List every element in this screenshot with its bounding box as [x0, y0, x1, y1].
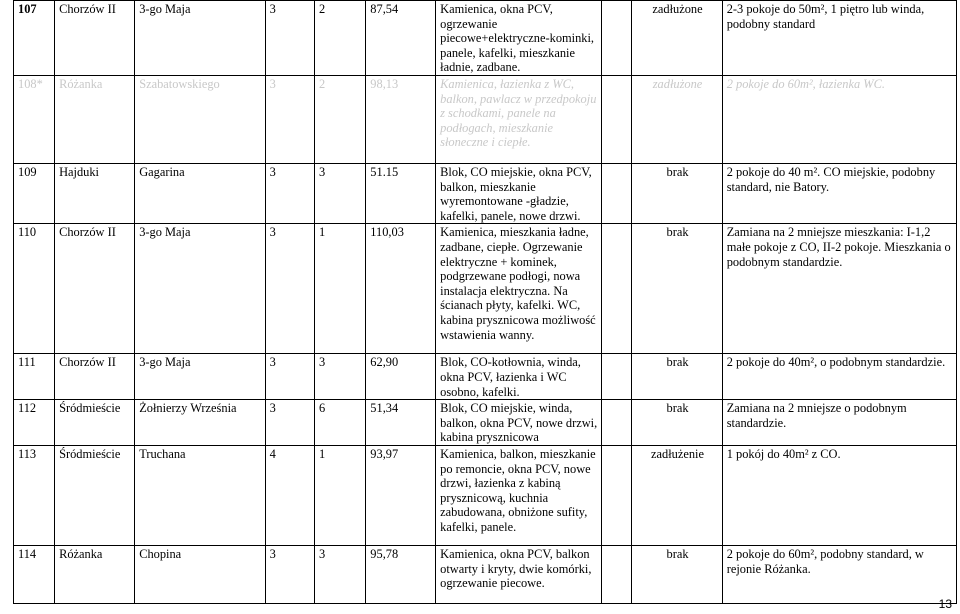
- apartments-table: [13, 0, 957, 604]
- table-row: [14, 75, 957, 163]
- area: 51,34: [366, 400, 436, 446]
- floor: 3: [314, 163, 365, 223]
- spacer-cell: [601, 354, 632, 400]
- exchange-requirement: 2 pokoje do 60m², łazienka WC.: [722, 75, 956, 163]
- row-number: 114: [14, 545, 55, 603]
- floor: 3: [314, 545, 365, 603]
- area: 98,13: [366, 75, 436, 163]
- rooms: 3: [265, 354, 314, 400]
- row-number: 109: [14, 163, 55, 223]
- spacer-cell: [601, 1, 632, 76]
- exchange-requirement: 2-3 pokoje do 50m², 1 piętro lub winda, podobny standard: [722, 1, 956, 76]
- street: Truchana: [135, 445, 265, 545]
- area: 93,97: [366, 445, 436, 545]
- row-number: 111: [14, 354, 55, 400]
- row-number: 110: [14, 224, 55, 354]
- spacer-cell: [601, 224, 632, 354]
- debt-status: zadłużone: [632, 75, 722, 163]
- district: Różanka: [55, 75, 135, 163]
- area: 110,03: [366, 224, 436, 354]
- table-row: [14, 1, 957, 76]
- description: Blok, CO-kotłownia, winda, okna PCV, łazienka i WC osobno, kafelki.: [436, 354, 601, 400]
- street: Chopina: [135, 545, 265, 603]
- table-row: [14, 224, 957, 354]
- rooms: 3: [265, 545, 314, 603]
- floor: 1: [314, 445, 365, 545]
- district: Chorzów II: [55, 354, 135, 400]
- street: Gagarina: [135, 163, 265, 223]
- exchange-requirement: Zamiana na 2 mniejsze o podobnym standardzie.: [722, 400, 956, 446]
- spacer-cell: [601, 75, 632, 163]
- floor: 1: [314, 224, 365, 354]
- exchange-requirement: 2 pokoje do 40m², o podobnym standardzie.: [722, 354, 956, 400]
- district: Hajduki: [55, 163, 135, 223]
- street: 3-go Maja: [135, 224, 265, 354]
- description: Blok, CO miejskie, okna PCV, balkon, mieszkanie wyremontowane -gładzie, kafelki, panele, nowe drzwi.: [436, 163, 601, 223]
- debt-status: brak: [632, 224, 722, 354]
- debt-status: brak: [632, 163, 722, 223]
- row-number: 113: [14, 445, 55, 545]
- table-row: [14, 545, 957, 603]
- street: Szabatowskiego: [135, 75, 265, 163]
- spacer-cell: [601, 163, 632, 223]
- rooms: 3: [265, 400, 314, 446]
- row-number: 107: [14, 1, 55, 76]
- area: 87,54: [366, 1, 436, 76]
- debt-status: brak: [632, 545, 722, 603]
- table-row: [14, 445, 957, 545]
- description: Kamienica, łazienka z WC, balkon, pawlacz w przedpokoju z schodkami, panele na podłogach, mieszkanie słoneczne i ciepłe.: [436, 75, 601, 163]
- debt-status: brak: [632, 354, 722, 400]
- district: Śródmieście: [55, 400, 135, 446]
- district: Chorzów II: [55, 224, 135, 354]
- street: 3-go Maja: [135, 354, 265, 400]
- description: Kamienica, okna PCV, ogrzewanie piecowe+elektryczne-kominki, panele, kafelki, mieszkanie ładnie, zadbane.: [436, 1, 601, 76]
- description: Kamienica, balkon, mieszkanie po remoncie, okna PCV, nowe drzwi, łazienka z kabiną prysznicową, kuchnia zabudowana, obniżone sufity, kafelki, panele.: [436, 445, 601, 545]
- area: 62,90: [366, 354, 436, 400]
- floor: 2: [314, 1, 365, 76]
- description: Kamienica, okna PCV, balkon otwarty i kryty, dwie komórki, ogrzewanie piecowe.: [436, 545, 601, 603]
- row-number: 112: [14, 400, 55, 446]
- floor: 6: [314, 400, 365, 446]
- page-number: 13: [938, 597, 952, 611]
- spacer-cell: [601, 545, 632, 603]
- table-row: [14, 354, 957, 400]
- table-row: [14, 163, 957, 223]
- description: Kamienica, mieszkania ładne, zadbane, ciepłe. Ogrzewanie elektryczne + kominek, podgrzewane podłogi, nowa instalacja elektryczna. Na ścianach płyty, kafelki. WC, kabina prysznicowa możliwość wstawienia wanny.: [436, 224, 601, 354]
- street: Żołnierzy Września: [135, 400, 265, 446]
- spacer-cell: [601, 400, 632, 446]
- district: Chorzów II: [55, 1, 135, 76]
- area: 51.15: [366, 163, 436, 223]
- rooms: 3: [265, 224, 314, 354]
- rooms: 3: [265, 1, 314, 76]
- debt-status: zadłużenie: [632, 445, 722, 545]
- exchange-requirement: 2 pokoje do 40 m². CO miejskie, podobny standard, nie Batory.: [722, 163, 956, 223]
- district: Różanka: [55, 545, 135, 603]
- description: Blok, CO miejskie, winda, balkon, okna PCV, nowe drzwi, kabina prysznicowa: [436, 400, 601, 446]
- table-row: [14, 400, 957, 446]
- district: Śródmieście: [55, 445, 135, 545]
- debt-status: brak: [632, 400, 722, 446]
- street: 3-go Maja: [135, 1, 265, 76]
- rooms: 3: [265, 163, 314, 223]
- rooms: 3: [265, 75, 314, 163]
- spacer-cell: [601, 445, 632, 545]
- area: 95,78: [366, 545, 436, 603]
- row-number: 108*: [14, 75, 55, 163]
- exchange-requirement: 2 pokoje do 60m², podobny standard, w rejonie Różanka.: [722, 545, 956, 603]
- debt-status: zadłużone: [632, 1, 722, 76]
- exchange-requirement: 1 pokój do 40m² z CO.: [722, 445, 956, 545]
- exchange-requirement: Zamiana na 2 mniejsze mieszkania: I-1,2 małe pokoje z CO, II-2 pokoje. Mieszkania o podobnym standardzie.: [722, 224, 956, 354]
- rooms: 4: [265, 445, 314, 545]
- floor: 3: [314, 354, 365, 400]
- floor: 2: [314, 75, 365, 163]
